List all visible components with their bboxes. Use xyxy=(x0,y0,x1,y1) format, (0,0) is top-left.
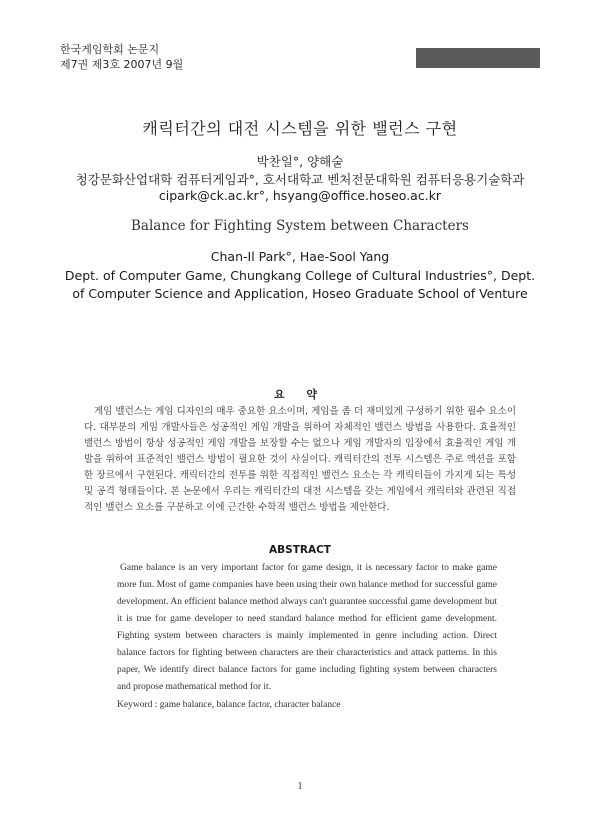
journal-issue: 제7권 제3호 2007년 9월 xyxy=(60,58,184,71)
abstract-korean-body: 게임 밸런스는 게임 디자인의 매우 중요한 요소이며, 게임을 좀 더 재미있게 구성하기 위한 필수 요소이다. 대부분의 게임 개발사들은 성공적인 게임 개발을 위하여 자체적인 밸런스 방법을 사용한다. 효율적인 밸런스 방법이 항상 성공적인 게임 개발을 보장할 수는 없으나 게임 개발자의 입장에서 효율적인 게임 개발을 위하여 표준적인 밸런스 방법이 필요한 것이 사실이다. 캐릭터간의 전투 시스템은 주로 액션을 포함한 장르에서 구현된다. 캐릭터간의 전투를 위한 직접적인 밸런스 요소는 각 캐릭터들이 가지게 되는 특성 및 공격 형태들이다. 본 논문에서 우리는 캐릭터간의 대전 시스템을 갖는 게임에서 캐릭터와 관련된 직접적인 밸런스 요소를 구분하고 이에 근간한 수학적 밸런스 방법을 제안한다. xyxy=(84,406,516,513)
keywords: Keyword : game balance, balance factor, character balance xyxy=(117,700,341,710)
affiliation-english: Dept. of Computer Game, Chungkang College of Cultural Industries°, Dept. of Computer Science and Application, Hoseo Graduate School of Venture xyxy=(64,268,536,301)
journal-name: 한국게임학회 논문지 xyxy=(60,43,160,56)
abstract-korean-heading: 요 약 xyxy=(273,388,327,401)
affiliation-korean: 청강문화산업대학 컴퓨터게임과°, 호서대학교 벤처전문대학원 컴퓨터응용기술학과 xyxy=(75,172,525,187)
authors-english: Chan-Il Park°, Hae-Sool Yang xyxy=(210,249,390,264)
paper-title-english: Balance for Fighting System between Characters xyxy=(131,218,469,234)
author-emails: cipark@ck.ac.kr°, hsyang@office.hoseo.ac.kr xyxy=(158,188,442,203)
paper-title-korean: 캐릭터간의 대전 시스템을 위한 밸런스 구현 xyxy=(142,119,458,138)
journal-header xyxy=(60,42,183,72)
abstract-english-heading: ABSTRACT xyxy=(269,544,331,556)
header-accent-bar xyxy=(416,48,540,68)
page-number: 1 xyxy=(297,781,303,792)
authors-korean: 박찬일°, 양해술 xyxy=(256,154,344,169)
abstract-english-body: Game balance is an very important factor for game design, it is necessary factor to make game more fun. Most of game companies have been using their own balance method for successful game development. An efficient balance method always can't guarantee successful game development but it is true for game developer to need standard balance method for efficient game development. Fighting system between characters is mainly implemented in genre including action. Direct balance factors for fighting between characters are their characteristics and attack patterns. In this paper, We identify direct balance factors for game including fighting system between characters and propose mathematical method for it. xyxy=(117,563,497,692)
